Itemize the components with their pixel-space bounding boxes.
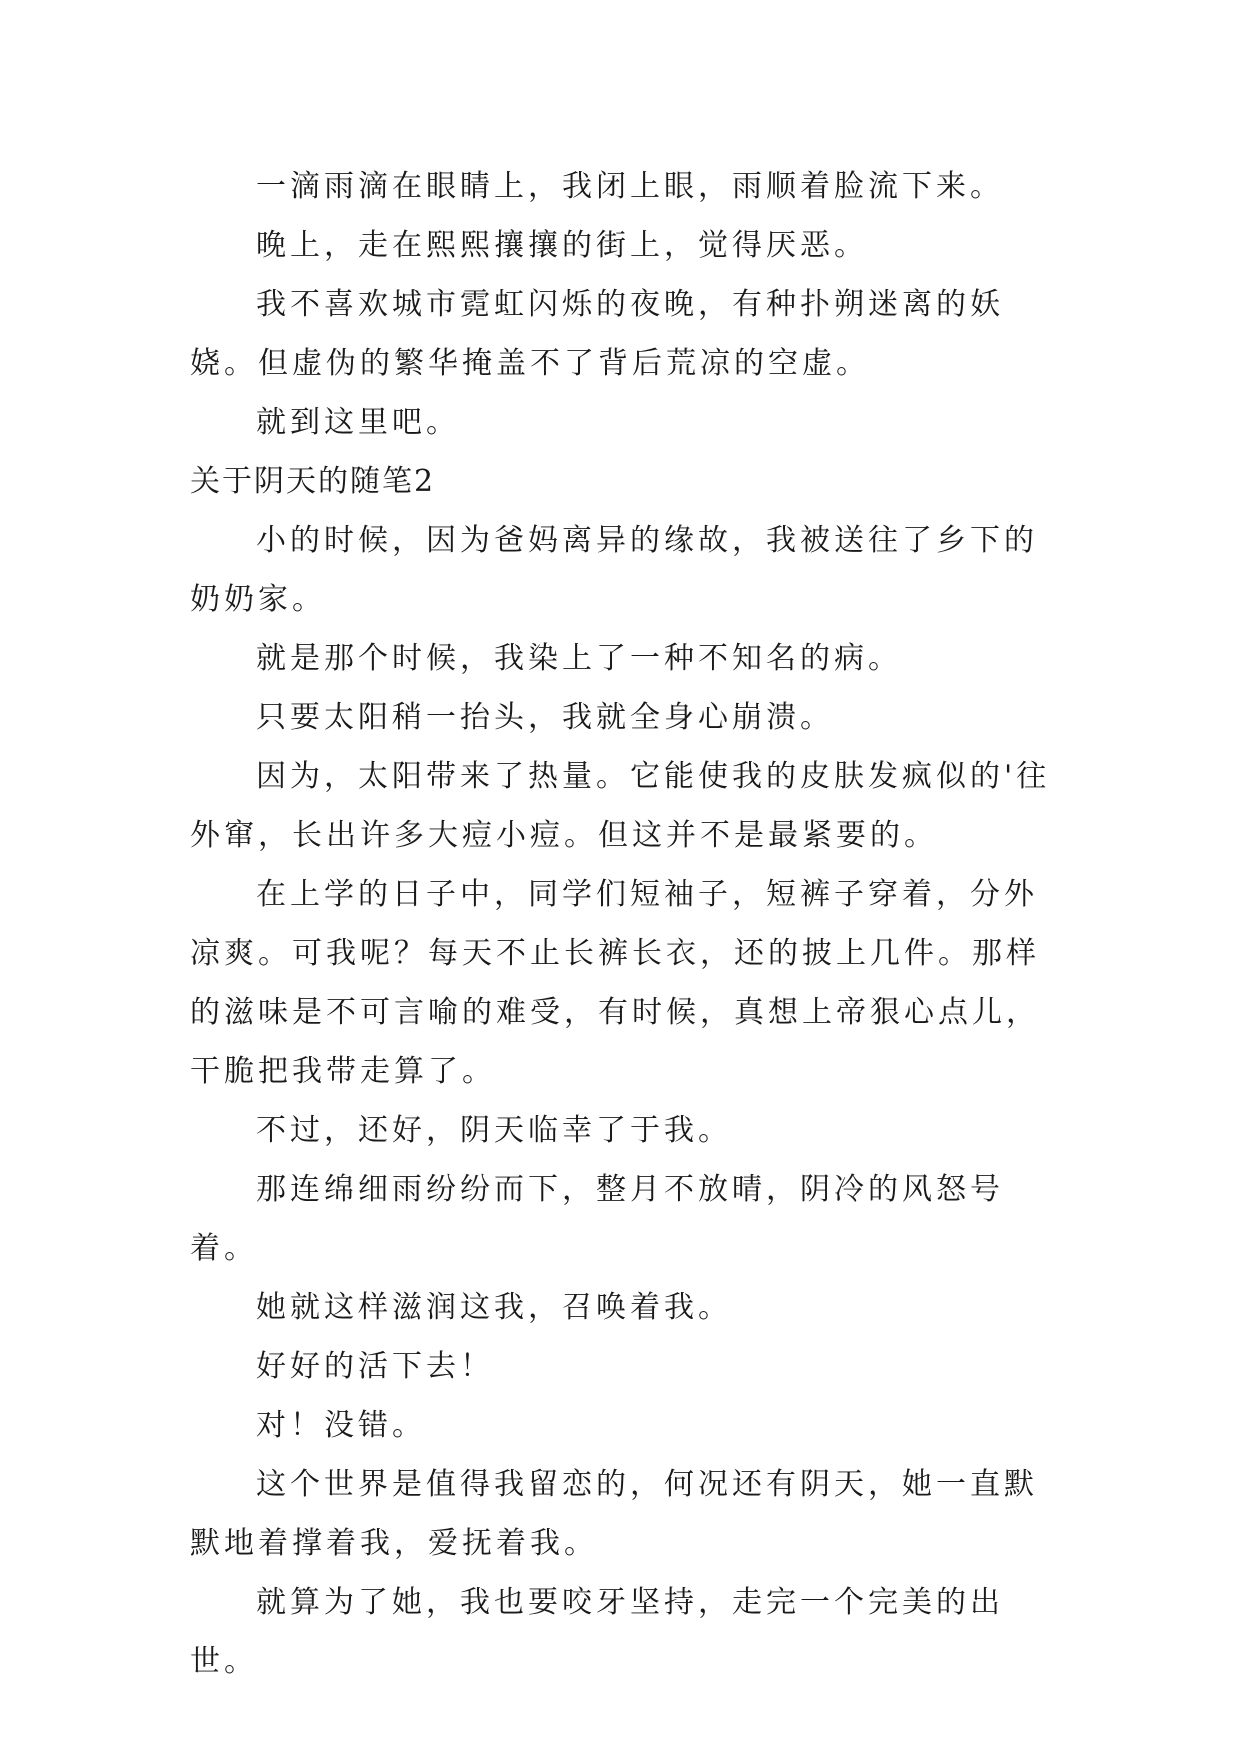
- paragraph: 就算为了她，我也要咬牙坚持，走完一个完美的出世。: [190, 1585, 1004, 1679]
- paragraph: 好好的活下去！: [256, 1349, 494, 1384]
- paragraph: 因为，太阳带来了热量。它能使我的皮肤发疯似的'往外窜，长出许多大痘小痘。但这并不是最紧要的。: [190, 759, 1051, 853]
- paragraph: 一滴雨滴在眼睛上，我闭上眼，雨顺着脸流下来。: [256, 169, 1004, 204]
- paragraph: 晚上，走在熙熙攘攘的街上，觉得厌恶。: [256, 228, 868, 263]
- paragraph: 就到这里吧。: [256, 405, 460, 440]
- paragraph: 那连绵细雨纷纷而下，整月不放晴，阴冷的风怒号着。: [190, 1172, 1004, 1266]
- paragraph: 小的时候，因为爸妈离异的缘故，我被送往了乡下的奶奶家。: [190, 523, 1038, 617]
- section-heading: 关于阴天的随笔2: [190, 464, 436, 499]
- paragraph: 她就这样滋润这我，召唤着我。: [256, 1290, 732, 1325]
- document-body: [190, 157, 1070, 1691]
- paragraph: 只要太阳稍一抬头，我就全身心崩溃。: [256, 700, 834, 735]
- paragraph: 我不喜欢城市霓虹闪烁的夜晚，有种扑朔迷离的妖娆。但虚伪的繁华掩盖不了背后荒凉的空虚。: [190, 287, 1004, 381]
- paragraph: 对！没错。: [256, 1408, 426, 1443]
- paragraph: 不过，还好，阴天临幸了于我。: [256, 1113, 732, 1148]
- paragraph: 这个世界是值得我留恋的，何况还有阴天，她一直默默地着撑着我，爱抚着我。: [190, 1467, 1038, 1561]
- paragraph: 在上学的日子中，同学们短袖子，短裤子穿着，分外凉爽。可我呢？每天不止长裤长衣，还的披上几件。那样的滋味是不可言喻的难受，有时候，真想上帝狠心点儿，干脆把我带走算了。: [190, 877, 1040, 1089]
- paragraph: 就是那个时候，我染上了一种不知名的病。: [256, 641, 902, 676]
